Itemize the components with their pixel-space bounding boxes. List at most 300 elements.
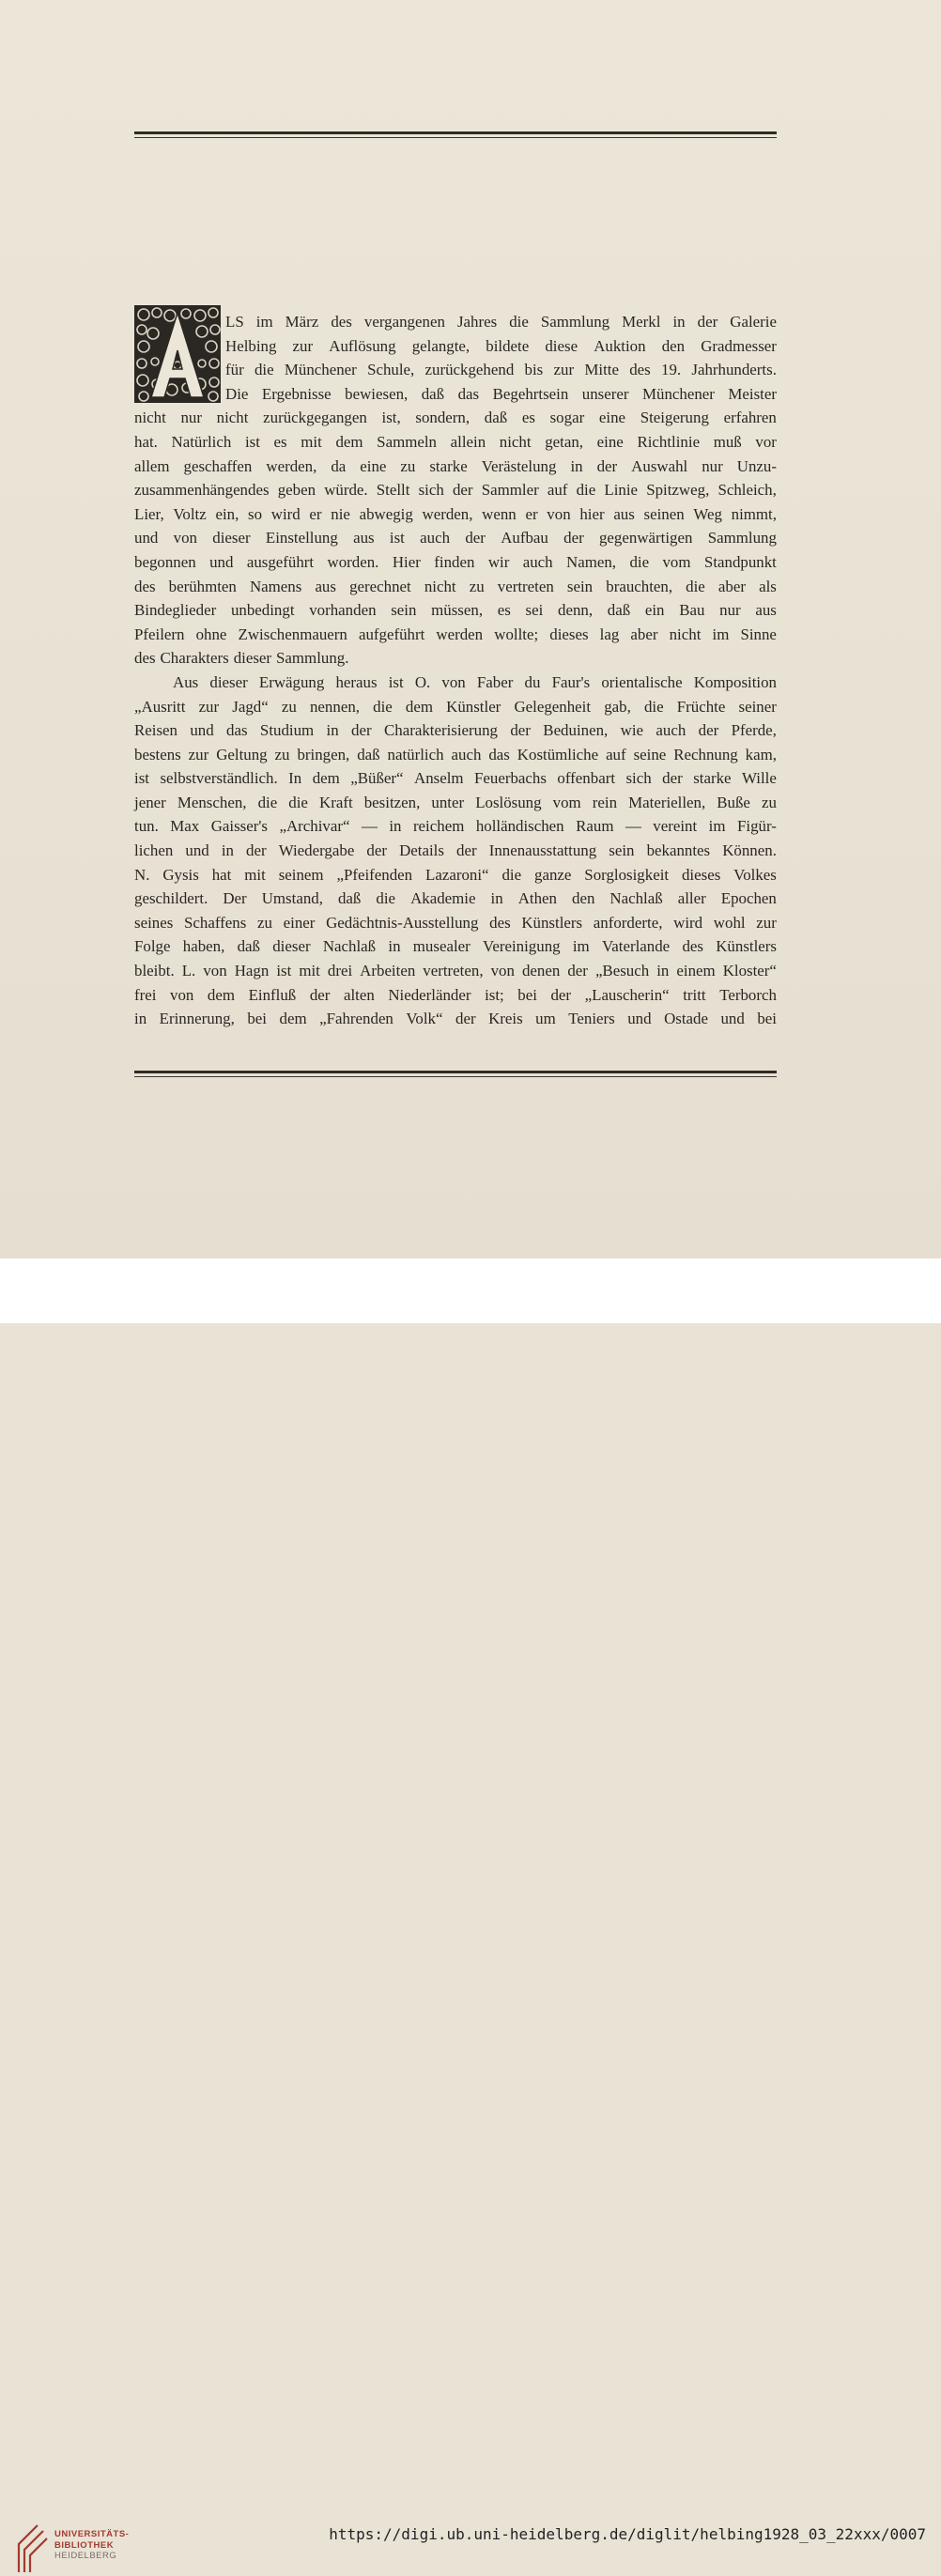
word: in	[672, 313, 686, 331]
word: der	[246, 841, 267, 860]
word: sogar	[549, 409, 585, 427]
text-line	[134, 718, 777, 743]
word: Umstand,	[261, 889, 323, 908]
word: ist;	[485, 985, 504, 1004]
word: und	[627, 1010, 652, 1028]
word: dieser	[272, 937, 311, 956]
word: Lier,	[134, 504, 164, 523]
word: zur	[553, 361, 575, 379]
word: Buße	[717, 793, 750, 811]
word: Faber	[476, 672, 514, 691]
word: von	[203, 962, 227, 980]
word: der	[455, 1010, 476, 1028]
text-line	[134, 623, 777, 647]
word: Bindeglieder	[134, 601, 217, 620]
paragraph-2	[134, 671, 777, 1031]
word: die	[629, 552, 650, 571]
word: sich	[418, 481, 444, 500]
word: es	[497, 601, 511, 620]
word: heraus	[335, 672, 378, 691]
text-line	[134, 959, 777, 983]
word: die	[501, 865, 522, 884]
word: zur	[292, 336, 314, 355]
word: Vereinigung	[483, 937, 561, 956]
word: hier	[579, 504, 605, 523]
word: wird	[270, 504, 301, 523]
word: in	[388, 937, 401, 956]
word: N.	[134, 865, 150, 884]
word: März	[285, 313, 319, 331]
word: in	[570, 456, 583, 475]
word: wollte;	[494, 625, 539, 643]
word: Sammlung	[540, 313, 610, 331]
word: Lazaroni“	[425, 865, 489, 884]
word: Gradmesser	[701, 336, 777, 355]
word: Namen,	[566, 552, 617, 571]
word: lichen	[134, 841, 174, 860]
word: anforderte,	[593, 913, 663, 932]
text-line	[134, 743, 777, 767]
word: „Büßer“	[350, 769, 404, 788]
word: begonnen	[134, 552, 196, 571]
word: sein	[566, 577, 594, 595]
word: worden.	[327, 552, 379, 571]
word: 19.	[661, 361, 682, 379]
word: Akademie	[410, 889, 476, 908]
word: besitzen,	[363, 793, 421, 811]
word: im	[255, 313, 273, 331]
word: Details	[399, 841, 444, 860]
text-line	[134, 1007, 777, 1031]
text-line	[134, 550, 777, 575]
word: drei	[327, 962, 353, 980]
word: Gedächtnis-Ausstellung	[326, 913, 479, 932]
word: Aus	[173, 672, 199, 691]
text-line	[134, 478, 777, 502]
word: der	[550, 985, 572, 1004]
word: in	[221, 841, 234, 860]
word: vergangenen	[363, 313, 445, 331]
word: Charakters	[160, 649, 229, 668]
word: zu	[469, 577, 485, 595]
word: geschaffen	[183, 456, 253, 475]
word: „Lauscherin“	[584, 985, 670, 1004]
word: ein	[644, 601, 665, 620]
word: jener	[134, 793, 166, 811]
word: daß	[357, 745, 380, 764]
word: Standpunkt	[703, 552, 777, 571]
word: seinen	[643, 504, 685, 523]
word: aber	[630, 625, 658, 643]
word: von	[170, 985, 194, 1004]
word: werden,	[266, 456, 317, 475]
word: des	[682, 937, 703, 956]
word: aus	[613, 504, 635, 523]
word: Folge	[134, 937, 171, 956]
word: Schleich,	[717, 481, 777, 500]
word: bleibt.	[134, 962, 175, 980]
word: des	[134, 577, 156, 595]
word: von	[490, 962, 515, 980]
word: dieser	[212, 529, 251, 548]
word: dem	[207, 985, 236, 1004]
word: Faur's	[551, 672, 591, 691]
word: Münchener	[641, 384, 715, 403]
word: aus	[353, 529, 375, 548]
word: Feuerbachs	[474, 769, 547, 788]
word: Aufbau	[501, 529, 548, 548]
word: vertreten,	[423, 962, 484, 980]
word: Arbeiten	[360, 962, 416, 980]
word: bestens	[134, 745, 181, 764]
text-line	[225, 310, 777, 334]
word: der	[697, 313, 718, 331]
word: sein	[609, 841, 635, 860]
text-line	[134, 911, 777, 935]
word: auf	[606, 745, 626, 764]
word: frei	[134, 985, 157, 1004]
word: aus	[315, 577, 336, 595]
word: Künstlers	[521, 913, 583, 932]
word: zusammenhängendes	[134, 481, 270, 500]
text-line	[134, 406, 777, 430]
library-logo-icon	[9, 2522, 49, 2576]
word: gab,	[604, 697, 631, 716]
word: Ostade	[664, 1010, 708, 1028]
word: unbedingt	[230, 601, 295, 620]
text-line	[134, 502, 777, 527]
text-line	[134, 598, 777, 623]
word: „Pfeifenden	[336, 865, 413, 884]
word: holländischen	[475, 817, 564, 836]
word: abwegig	[359, 504, 413, 523]
word: Auflösung	[329, 336, 396, 355]
word: Sammeln	[377, 432, 437, 451]
word: Figür-	[736, 817, 777, 836]
scanned-page	[0, 0, 941, 1258]
word: nicht	[134, 409, 166, 427]
word: bis	[524, 361, 544, 379]
word: ist	[276, 962, 292, 980]
word: der	[596, 456, 618, 475]
word: müssen,	[431, 601, 484, 620]
word: auch	[451, 745, 482, 764]
word: Komposition	[693, 672, 777, 691]
word: der	[465, 529, 486, 548]
word: —	[625, 817, 641, 836]
word: die	[509, 313, 529, 331]
word: Bau	[679, 601, 705, 620]
word: Kreis	[488, 1010, 523, 1028]
word: du	[524, 672, 541, 691]
word: hat.	[134, 432, 158, 451]
word: eine	[598, 409, 626, 427]
library-name-line: UNIVERSITÄTS-	[54, 2529, 130, 2539]
word: Können.	[722, 841, 777, 860]
permalink-url[interactable]: https://digi.ub.uni-heidelberg.de/diglit/helbing1928_03_22xxx/0007	[329, 2525, 926, 2543]
word: „Besuch	[594, 962, 650, 980]
word: ist,	[381, 409, 401, 427]
word: dem	[279, 1010, 307, 1028]
word: Reisen	[134, 721, 177, 740]
word: den	[661, 336, 686, 355]
word: wir	[487, 552, 510, 571]
word: für	[225, 361, 244, 379]
word: einem	[676, 962, 716, 980]
word: es	[273, 432, 287, 451]
word: Kostümliche	[517, 745, 599, 764]
word: Weg	[693, 504, 722, 523]
text-line	[134, 671, 777, 695]
word: natürlich	[387, 745, 444, 764]
word: Jagd“	[232, 697, 269, 716]
word: des	[331, 313, 352, 331]
word: er	[525, 504, 538, 523]
word: Richtlinie	[637, 432, 701, 451]
word: aufgeführt	[358, 625, 425, 643]
word: ist	[389, 529, 405, 548]
word: O.	[414, 672, 431, 691]
word: „Ausritt	[134, 697, 186, 716]
word: starke	[693, 769, 732, 788]
word: ist	[244, 432, 260, 451]
word: auch	[522, 552, 553, 571]
word: und	[720, 1010, 745, 1028]
word: Rechnung	[673, 745, 738, 764]
word: der	[563, 529, 584, 548]
word: kam,	[745, 745, 777, 764]
text-line	[134, 695, 777, 719]
word: die	[686, 577, 705, 595]
text-line	[134, 983, 777, 1008]
word: In	[288, 769, 302, 788]
word: nicht	[669, 625, 702, 643]
word: daß	[237, 937, 260, 956]
word: Sammlung.	[276, 649, 349, 668]
text-line	[134, 934, 777, 959]
word: tun.	[134, 817, 159, 836]
word: seines	[134, 913, 174, 932]
word: als	[759, 577, 777, 595]
word: des	[134, 649, 156, 668]
word: die	[643, 697, 664, 716]
word: musealer	[412, 937, 470, 956]
word: in	[656, 962, 670, 980]
word: Verästelung	[481, 456, 557, 475]
word: das	[457, 384, 480, 403]
word: vor	[755, 432, 777, 451]
word: bildete	[486, 336, 530, 355]
word: und	[185, 841, 209, 860]
word: Kraft	[319, 793, 353, 811]
word: nennen,	[309, 697, 360, 716]
word: das	[226, 721, 248, 740]
text-line	[134, 430, 777, 455]
word: orientalische	[601, 672, 683, 691]
word: getan,	[545, 432, 584, 451]
word: zur	[198, 697, 220, 716]
word: Hagn	[234, 962, 270, 980]
word: geschildert.	[134, 889, 208, 908]
word: Jahres	[456, 313, 498, 331]
word: Münchener	[284, 361, 357, 379]
word: die	[373, 697, 393, 716]
word: des	[629, 361, 651, 379]
word: der	[456, 841, 477, 860]
word: im	[572, 937, 590, 956]
word: alten	[343, 985, 375, 1004]
word: bewiesen,	[345, 384, 409, 403]
word: Beduinen,	[543, 721, 609, 740]
word: seine	[633, 745, 667, 764]
word: gerechnet	[349, 577, 411, 595]
word: muß	[713, 432, 742, 451]
word: zu	[762, 793, 777, 811]
word: von	[441, 672, 466, 691]
word: zur	[188, 745, 209, 764]
word: offenbart	[557, 769, 616, 788]
bottom-rule	[134, 1071, 777, 1077]
word: Materiellen,	[628, 793, 706, 811]
word: von	[547, 504, 571, 523]
word: in	[134, 1010, 147, 1028]
word: nimmt,	[731, 504, 777, 523]
word: tritt	[683, 985, 706, 1004]
article-body	[134, 310, 777, 1031]
word: dem	[312, 769, 340, 788]
word: Natürlich	[171, 432, 232, 451]
word: Nachlaß	[609, 889, 663, 908]
word: der	[452, 481, 473, 500]
word: Sammlung	[707, 529, 777, 548]
word: Begehrtsein	[492, 384, 569, 403]
paragraph-1	[134, 310, 777, 671]
word: zu	[400, 456, 416, 475]
word: „Archivar“	[279, 817, 350, 836]
word: unter	[431, 793, 465, 811]
text-line	[134, 526, 777, 550]
word: das	[488, 745, 510, 764]
word: Erinnerung,	[159, 1010, 235, 1028]
word: „Fahrenden	[319, 1010, 393, 1028]
word: Athen	[517, 889, 557, 908]
word: Pfeilern	[134, 625, 185, 643]
word: sei	[525, 601, 544, 620]
word: nicht	[424, 577, 456, 595]
word: vom	[552, 793, 581, 811]
word: seiner	[738, 697, 777, 716]
word: in	[490, 889, 503, 908]
word: da	[331, 456, 347, 475]
word: der	[698, 721, 719, 740]
word: ohne	[195, 625, 227, 643]
word: Zwischenmauern	[238, 625, 347, 643]
word: die	[576, 481, 596, 500]
word: Innenausstattung	[488, 841, 597, 860]
word: zu	[281, 697, 297, 716]
word: Galerie	[730, 313, 777, 331]
word: Der	[223, 889, 247, 908]
word: starke	[429, 456, 468, 475]
word: haben,	[182, 937, 225, 956]
word: und	[209, 552, 234, 571]
word: daß	[484, 409, 508, 427]
word: dem	[335, 432, 363, 451]
word: gelangte,	[411, 336, 470, 355]
word: so	[248, 504, 263, 523]
word: Einstellung	[265, 529, 338, 548]
word: Vaterlande	[601, 937, 671, 956]
word: zurückgehend	[424, 361, 515, 379]
word: auch	[656, 721, 686, 740]
word: aber	[717, 577, 746, 595]
word: der	[366, 841, 387, 860]
word: erfahren	[723, 409, 777, 427]
word: Loslösung	[475, 793, 542, 811]
word: Auswahl	[631, 456, 688, 475]
word: Steigerung	[640, 409, 709, 427]
word: wird	[673, 913, 703, 932]
word: eine	[360, 456, 387, 475]
word: daß	[421, 384, 445, 403]
word: selbstverständlich.	[160, 769, 278, 788]
word: Ergebnisse	[261, 384, 332, 403]
word: einer	[283, 913, 316, 932]
word: diese	[545, 336, 578, 355]
word: werden	[436, 625, 484, 643]
word: nicht	[216, 409, 249, 427]
word: auch	[420, 529, 451, 548]
word: Die	[225, 384, 249, 403]
word: der	[567, 962, 588, 980]
word: im	[712, 625, 730, 643]
word: die	[257, 793, 278, 811]
word: zu	[256, 913, 272, 932]
word: Epochen	[720, 889, 777, 908]
word: mit	[301, 432, 322, 451]
word: Teniers	[568, 1010, 615, 1028]
word: bringen,	[297, 745, 350, 764]
text-line	[225, 334, 777, 359]
word: Kloster“	[722, 962, 777, 980]
word: Sinne	[740, 625, 777, 643]
text-line	[134, 839, 777, 863]
text-line	[134, 766, 777, 791]
text-line	[134, 791, 777, 815]
word: bei	[517, 985, 537, 1004]
word: Geltung	[216, 745, 268, 764]
word: von	[173, 529, 197, 548]
word: Hier	[392, 552, 421, 571]
word: Niederländer	[388, 985, 471, 1004]
word: gegenwärtigen	[598, 529, 693, 548]
word: Max	[170, 817, 200, 836]
word: Linie	[604, 481, 639, 500]
word: würde.	[324, 481, 368, 500]
word: des	[489, 913, 511, 932]
text-line	[134, 646, 777, 671]
word: Sammler	[481, 481, 539, 500]
word: vorhanden	[309, 601, 377, 620]
word: der	[309, 985, 331, 1004]
word: Jahrhunderts.	[691, 361, 777, 379]
word: allein	[450, 432, 486, 451]
word: Pferde,	[731, 721, 777, 740]
word: nur	[180, 409, 202, 427]
text-line	[134, 887, 777, 911]
word: rein	[592, 793, 618, 811]
word: den	[572, 889, 595, 908]
